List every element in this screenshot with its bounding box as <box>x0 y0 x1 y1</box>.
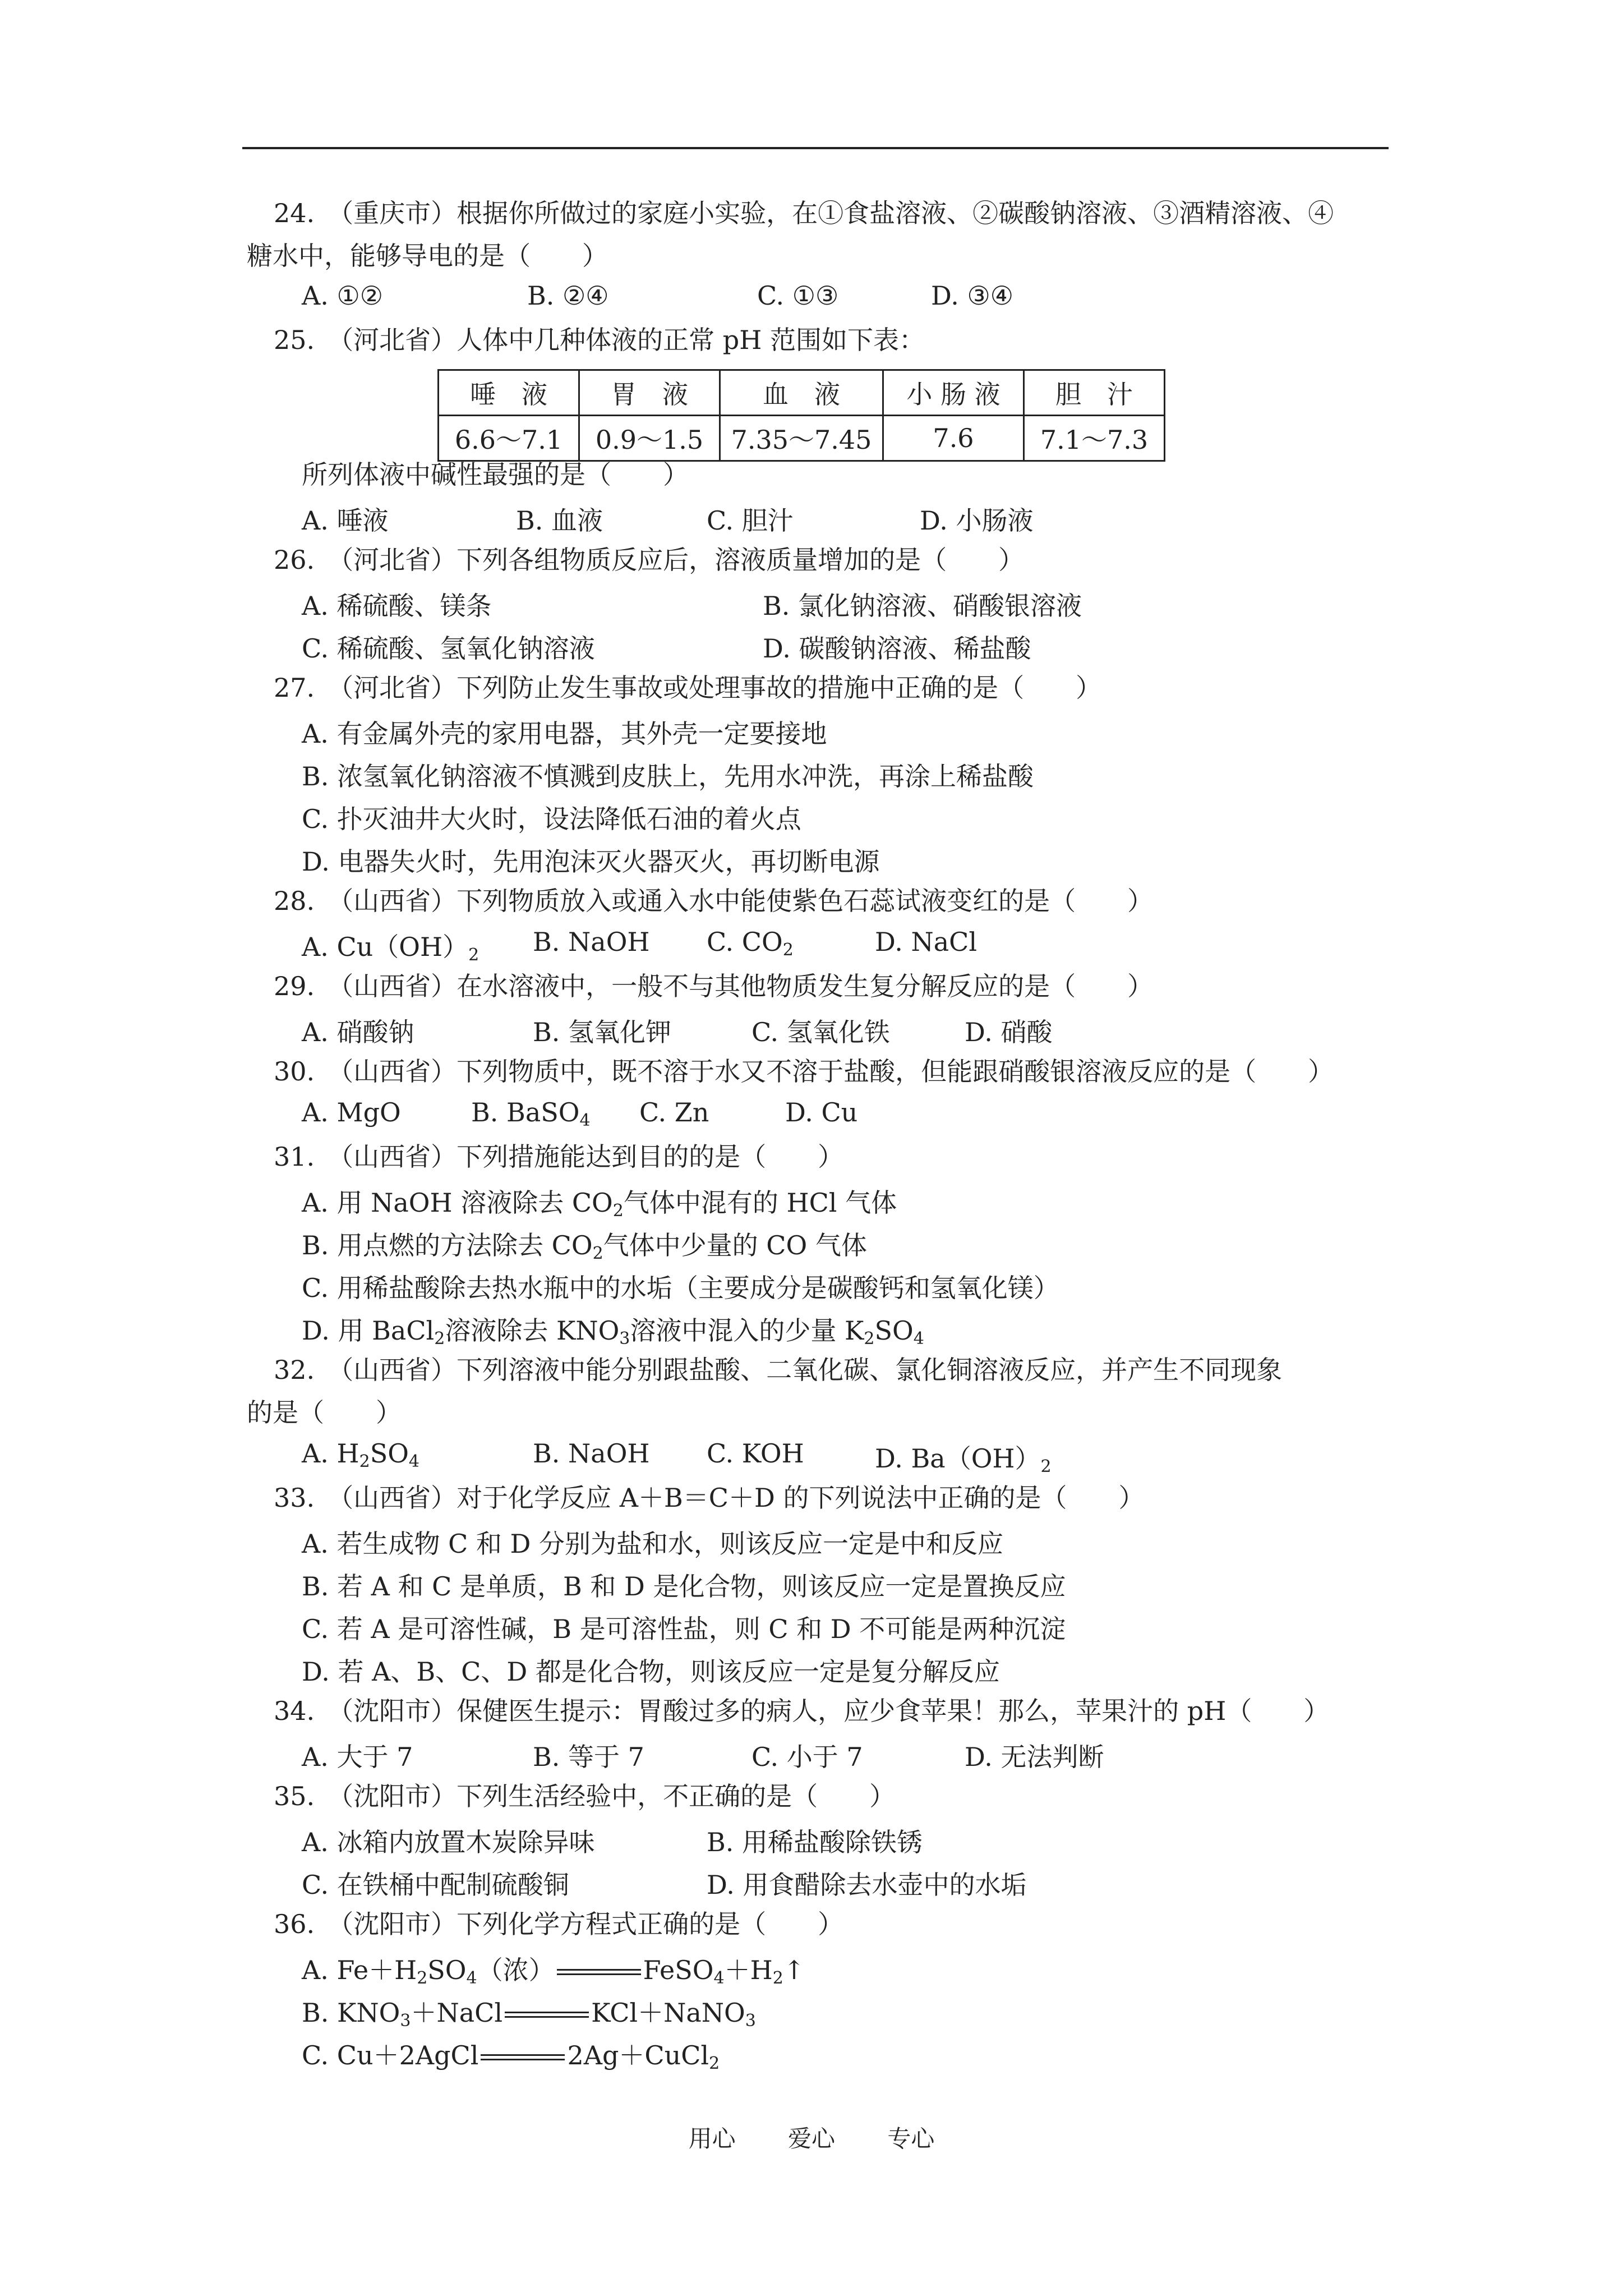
question-32-option-d <box>875 1438 1052 1475</box>
question-32-option-a-text: A. H <box>302 1438 359 1469</box>
question-25-option-b: B. 血液 <box>516 505 603 536</box>
question-31-option-b-text: 气体中少量的 CO 气体 <box>603 1230 867 1260</box>
question-26-option-a: A. 稀硫酸、镁条 <box>302 591 492 621</box>
question-31-option-b-text: B. 用点燃的方法除去 CO <box>302 1230 593 1260</box>
ph-table-cell: 7.35～7.45 <box>720 416 883 461</box>
equation-text: ＋H <box>724 1955 773 1985</box>
subscript: 2 <box>434 1329 445 1349</box>
subscript: 2 <box>417 1968 428 1988</box>
question-31-option-c: C. 用稀盐酸除去热水瓶中的水垢（主要成分是碳酸钙和氢氧化镁） <box>302 1273 1059 1303</box>
question-25-option-a: A. 唾液 <box>302 505 389 536</box>
equation-text: C. Cu＋2AgCl <box>302 2040 479 2070</box>
equation-text: B. KNO <box>302 1998 400 2028</box>
question-32-option-c: C. KOH <box>707 1438 804 1469</box>
ph-table <box>437 369 1165 462</box>
ph-table-header: 小 肠 液 <box>883 370 1024 416</box>
subscript: 3 <box>619 1329 630 1349</box>
subscript: 2 <box>468 945 479 965</box>
question-25-option-d: D. 小肠液 <box>920 505 1034 536</box>
subscript: 2 <box>592 1244 603 1263</box>
question-24-option-d: D. ③④ <box>931 280 1013 311</box>
footer-word: 用心 <box>688 2125 736 2152</box>
ph-table-header-row <box>439 370 1165 416</box>
question-31-option-d <box>302 1310 924 1347</box>
equation-text: 2Ag＋CuCl <box>567 2040 709 2070</box>
question-27-option-c: C. 扑灭油井大火时，设法降低石油的着火点 <box>302 804 801 834</box>
question-31-option-a-text: 气体中混有的 HCl 气体 <box>623 1188 897 1218</box>
question-24-option-b: B. ②④ <box>527 280 609 311</box>
subscript: 2 <box>772 1968 783 1988</box>
subscript: 2 <box>359 1452 370 1471</box>
question-26-option-d: D. 碳酸钠溶液、稀盐酸 <box>763 633 1031 664</box>
question-34-stem: 34. （沈阳市）保健医生提示：胃酸过多的病人，应少食苹果！那么，苹果汁的 pH（ ） <box>274 1696 1330 1726</box>
question-31-option-d-text: 溶液除去 KNO <box>445 1315 620 1346</box>
question-31-option-d-text: 溶液中混入的少量 K <box>630 1315 864 1346</box>
subscript: 4 <box>579 1111 591 1130</box>
footer-word: 爱心 <box>787 2125 835 2152</box>
question-34-option-c: C. 小于 7 <box>751 1742 863 1772</box>
question-30-option-c: C. Zn <box>639 1097 709 1128</box>
subscript: 3 <box>745 2011 756 2031</box>
subscript: 4 <box>713 1968 725 1988</box>
subscript: 2 <box>782 940 794 960</box>
question-27-option-a: A. 有金属外壳的家用电器，其外壳一定要接地 <box>302 719 827 749</box>
equation-text: SO <box>427 1955 467 1985</box>
question-33-option-c: C. 若 A 是可溶性碱，B 是可溶性盐，则 C 和 D 不可能是两种沉淀 <box>302 1614 1066 1644</box>
equation-text: KCl＋NaNO <box>591 1998 745 2028</box>
question-32-option-d-text: D. Ba（OH） <box>875 1443 1041 1474</box>
question-28-option-c-text: C. CO <box>707 927 783 957</box>
question-30-option-a: A. MgO <box>302 1097 401 1128</box>
question-34-option-d: D. 无法判断 <box>965 1742 1104 1772</box>
ph-table-header: 胃 液 <box>579 370 720 416</box>
question-30-option-d: D. Cu <box>785 1097 858 1128</box>
question-26-stem: 26. （河北省）下列各组物质反应后，溶液质量增加的是（ ） <box>274 545 1025 575</box>
question-32-stem-cont: 的是（ ） <box>247 1397 402 1428</box>
question-26-option-b: B. 氯化钠溶液、硝酸银溶液 <box>763 591 1082 621</box>
question-28-option-c <box>707 927 794 960</box>
subscript: 2 <box>1040 1457 1052 1476</box>
question-27-option-d: D. 电器失火时，先用泡沫灭火器灭火，再切断电源 <box>302 846 880 877</box>
question-27-option-b: B. 浓氢氧化钠溶液不慎溅到皮肤上，先用水冲洗，再涂上稀盐酸 <box>302 761 1034 792</box>
question-31-option-a-text: A. 用 NaOH 溶液除去 CO <box>302 1188 613 1218</box>
page-footer <box>0 2120 1623 2154</box>
subscript: 2 <box>709 2054 720 2073</box>
subscript: 4 <box>913 1329 924 1349</box>
question-35-option-d: D. 用食醋除去水壶中的水垢 <box>707 1870 1027 1900</box>
question-28-option-b: B. NaOH <box>533 927 650 957</box>
question-24-stem-cont: 糖水中，能够导电的是（ ） <box>247 241 608 271</box>
equation-text: （浓） <box>477 1955 555 1985</box>
question-27-stem: 27. （河北省）下列防止发生事故或处理事故的措施中正确的是（ ） <box>274 673 1102 703</box>
question-28-option-d: D. NaCl <box>875 927 978 957</box>
question-33-option-d: D. 若 A、B、C、D 都是化合物，则该反应一定是复分解反应 <box>302 1657 1000 1687</box>
question-26-option-c: C. 稀硫酸、氢氧化钠溶液 <box>302 633 595 664</box>
ph-table-cell: 7.6 <box>883 416 1024 461</box>
question-35-option-b: B. 用稀盐酸除铁锈 <box>707 1827 923 1857</box>
question-34-option-b: B. 等于 7 <box>533 1742 644 1772</box>
question-35-option-c: C. 在铁桶中配制硫酸铜 <box>302 1870 569 1900</box>
question-25-option-c: C. 胆汁 <box>707 505 794 536</box>
equation-text: A. Fe＋H <box>302 1955 417 1985</box>
question-30-option-b <box>471 1097 591 1128</box>
header-rule <box>242 147 1389 149</box>
question-32-option-a-text: SO <box>370 1438 409 1469</box>
question-33-stem: 33. （山西省）对于化学反应 A＋B＝C＋D 的下列说法中正确的是（ ） <box>274 1483 1145 1513</box>
subscript: 2 <box>612 1201 624 1221</box>
ph-table-cell: 0.9～1.5 <box>579 416 720 461</box>
question-31-option-d-text: SO <box>874 1315 914 1346</box>
gas-arrow: ↑ <box>783 1955 805 1985</box>
question-34-option-a: A. 大于 7 <box>302 1742 413 1772</box>
question-32-option-b: B. NaOH <box>533 1438 650 1469</box>
question-36-stem: 36. （沈阳市）下列化学方程式正确的是（ ） <box>274 1909 844 1939</box>
reaction-equals-sign <box>505 2011 589 2019</box>
footer-word: 专心 <box>887 2125 935 2152</box>
question-32-option-a <box>302 1438 419 1469</box>
question-25-stem: 25. （河北省）人体中几种体液的正常 pH 范围如下表： <box>274 325 925 355</box>
question-25-stem-cont: 所列体液中碱性最强的是（ ） <box>302 459 689 490</box>
question-35-stem: 35. （沈阳市）下列生活经验中，不正确的是（ ） <box>274 1781 896 1811</box>
ph-table-value-row <box>439 416 1165 461</box>
question-28-stem: 28. （山西省）下列物质放入或通入水中能使紫色石蕊试液变红的是（ ） <box>274 886 1154 916</box>
question-33-option-a: A. 若生成物 C 和 D 分别为盐和水，则该反应一定是中和反应 <box>302 1529 1004 1559</box>
subscript: 2 <box>864 1329 875 1349</box>
ph-table-cell: 7.1～7.3 <box>1024 416 1165 461</box>
question-24-option-a: A. ①② <box>302 280 383 311</box>
subscript: 3 <box>400 2011 411 2031</box>
reaction-equals-sign <box>557 1968 641 1976</box>
question-29-option-d: D. 硝酸 <box>965 1017 1053 1047</box>
ph-table-header: 唾 液 <box>439 370 579 416</box>
question-29-option-b: B. 氢氧化钾 <box>533 1017 672 1047</box>
ph-table-header: 血 液 <box>720 370 883 416</box>
question-33-option-b: B. 若 A 和 C 是单质，B 和 D 是化合物，则该反应一定是置换反应 <box>302 1571 1066 1602</box>
ph-table-header: 胆 汁 <box>1024 370 1165 416</box>
question-31-option-b <box>302 1225 867 1262</box>
question-36-option-c <box>302 2035 720 2072</box>
equation-text: ＋NaCl <box>411 1998 503 2028</box>
question-24-stem: 24. （重庆市）根据你所做过的家庭小实验，在①食盐溶液、②碳酸钠溶液、③酒精溶液、④ <box>274 198 1334 228</box>
question-31-stem: 31. （山西省）下列措施能达到目的的是（ ） <box>274 1142 844 1172</box>
question-35-option-a: A. 冰箱内放置木炭除异味 <box>302 1827 595 1857</box>
question-24-option-c: C. ①③ <box>757 280 839 311</box>
question-29-option-a: A. 硝酸钠 <box>302 1017 414 1047</box>
subscript: 4 <box>408 1452 420 1471</box>
question-28-option-a <box>302 927 479 964</box>
question-32-stem: 32. （山西省）下列溶液中能分别跟盐酸、二氧化碳、氯化铜溶液反应，并产生不同现象 <box>274 1355 1283 1385</box>
question-31-option-a <box>302 1182 897 1220</box>
question-28-option-a-text: A. Cu（OH） <box>302 932 469 962</box>
question-31-option-d-text: D. 用 BaCl <box>302 1315 435 1346</box>
question-29-stem: 29. （山西省）在水溶液中，一般不与其他物质发生复分解反应的是（ ） <box>274 971 1154 1001</box>
subscript: 4 <box>466 1968 477 1988</box>
question-30-option-b-text: B. BaSO <box>471 1097 580 1128</box>
question-36-option-a <box>302 1950 805 1987</box>
ph-table-cell: 6.6～7.1 <box>439 416 579 461</box>
reaction-equals-sign <box>481 2054 565 2062</box>
question-36-option-b <box>302 1993 756 2030</box>
question-29-option-c: C. 氢氧化铁 <box>751 1017 890 1047</box>
question-30-stem: 30. （山西省）下列物质中，既不溶于水又不溶于盐酸，但能跟硝酸银溶液反应的是（ ） <box>274 1056 1334 1087</box>
equation-text: FeSO <box>643 1955 714 1985</box>
